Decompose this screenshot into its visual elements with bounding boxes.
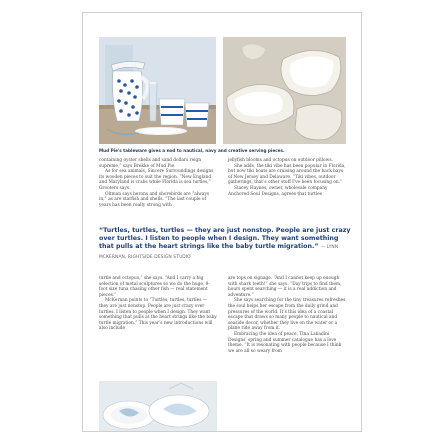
paragraph: turtle and octopus,” she says. “And I carry a big selection of metal sculptures so we do the huge, 9-foot size tuna chasing other fish — real statement pieces.” xyxy=(99,276,210,298)
photo-caption: Mud Pie's tableware gives a nod to nautical, navy and creative serving pieces. xyxy=(99,148,285,153)
paragraph: Oltman says herons and shorebirds are “always in,” as are starfish and shells. “The last couple of years has been really strong with xyxy=(99,191,210,208)
body-column-1 xyxy=(99,158,217,208)
paragraph: Stacey Haynes, owner, wholesale company Anchored Soul Designs, agrees that turtles xyxy=(228,185,328,197)
coastal-decor-photo xyxy=(99,381,217,432)
paragraph: She says searching for the tiny treasures refreshes the soul helps her escape from the daily grind and pressures of the world. It’s this idea of a coastal escape that draws so many people to nautical and seaside decor, whether they live on the water or a plane ride away from it. xyxy=(228,298,346,332)
body-column-3 xyxy=(99,276,217,332)
coastal-decor-illustration xyxy=(99,381,217,432)
shell-bowls-illustration xyxy=(223,37,346,144)
pull-quote-text: “Turtles, turtles, turtles — they are just nonstop. People are just crazy over turtles. I listen to people when I design. They want something that pulls at the heart strings like the baby turtle migration.” xyxy=(99,227,351,251)
magazine-page xyxy=(82,12,362,432)
body-column-4 xyxy=(228,276,346,354)
pull-quote xyxy=(99,227,351,262)
paragraph: She adds, the tiki vibe has been popular in Florida, but now tiki boats are cruising around the back bays of New Jersey and Delaware. “Tiki vibes, outdoor gatherings, that’s other stuff I’ve been focusing on.” xyxy=(228,163,346,186)
paragraph: are tops on signage. “And I cannot keep up enough with shark teeth!” she says. “Day trips to find them, hours spent searching — it is a real addiction and adventure.” xyxy=(228,276,342,298)
tableware-photo xyxy=(99,37,216,144)
pull-quote-attribution: — LYNN MCKERNAN, RIGHTSIDE DESIGN STUDIO xyxy=(99,245,339,260)
paragraph: McKernan points to “Turtles, turtles, turtles — they are just nonstop. People are just crazy over turtles. I listen to people when I design. They want something that pulls at the heart strings like the baby turtle migration.” This year’s new introductions will also include xyxy=(99,298,217,332)
paragraph: jellyfish blooms and octopus on outdoor pillows. xyxy=(228,158,333,163)
paragraph: As for sea animals, Sincere Surroundings designs its wooden pieces to suit the region. “New England and Maryland is crabs while Florida is sea turtles,” Grooters says. xyxy=(99,169,214,191)
paragraph: containing oyster shells and sand dollars reign supreme,” says Brekke of Mud Pie. xyxy=(99,158,202,169)
body-column-2 xyxy=(228,158,346,197)
shell-bowls-photo xyxy=(223,37,346,144)
paragraph: Embracing the idea of peace, Tina Labadini Designs’ spring and summer catalogue has a love theme. “It is resonating with people because I think we are all so weary from xyxy=(228,331,342,354)
tableware-photo-illustration xyxy=(99,37,216,144)
